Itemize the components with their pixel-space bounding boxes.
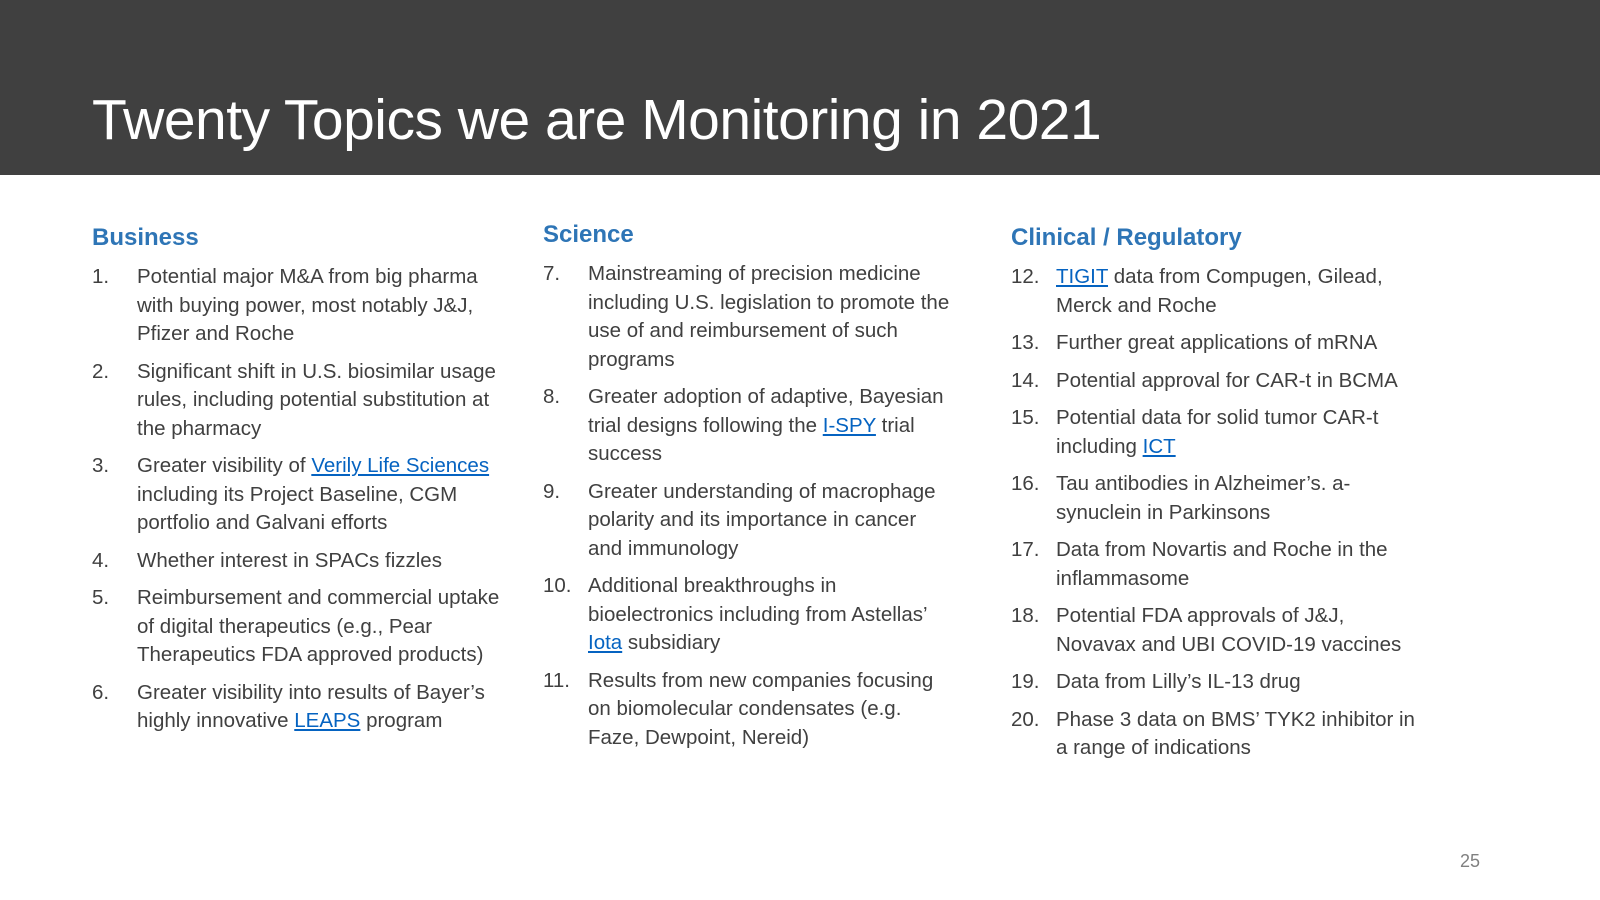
topic-text: [1056, 706, 1426, 763]
topic-text: [137, 679, 507, 736]
topic-text: [1056, 404, 1426, 461]
topic-link[interactable]: TIGIT: [1056, 265, 1109, 288]
topic-item: [543, 667, 963, 753]
topic-item: [92, 263, 512, 349]
topic-item: [1011, 602, 1431, 659]
topic-text-segment: program: [360, 709, 443, 732]
topic-text-segment: Potential major M&A from big pharma with buying power, most notably J&J, Pfizer and Roche: [137, 265, 478, 345]
topic-text: [1056, 602, 1426, 659]
topic-item: [1011, 367, 1431, 396]
science-topic-list: [543, 260, 963, 752]
topic-number: 18.: [1011, 604, 1040, 627]
topic-number: 14.: [1011, 368, 1040, 392]
topic-text-segment: Data from Lilly’s IL-13 drug: [1056, 670, 1301, 693]
topic-text-segment: subsidiary: [622, 631, 721, 654]
topic-text: [137, 263, 507, 349]
topic-item: [543, 260, 963, 374]
topic-item: [92, 452, 512, 538]
topic-text-segment: Potential approval for CAR-t in BCMA: [1056, 368, 1398, 392]
topic-number: 13.: [1011, 331, 1040, 354]
page-number: 25: [1459, 851, 1480, 871]
topic-text-segment: trial success: [588, 413, 915, 465]
topic-text: [137, 547, 507, 576]
topic-text: [588, 572, 953, 658]
topic-text: [1056, 263, 1426, 320]
topic-number: 6.: [92, 680, 110, 704]
topic-text-segment: Whether interest in SPACs fizzles: [137, 548, 442, 572]
topic-text: [137, 358, 507, 444]
topic-text: [1056, 536, 1426, 593]
topic-number: 5.: [92, 586, 110, 609]
topic-text: [137, 584, 507, 670]
business-heading: Business: [92, 224, 199, 251]
topic-text: [588, 383, 953, 469]
topic-number: 1.: [92, 265, 110, 288]
topic-text-segment: including its Project Baseline, CGM portfolio and Galvani efforts: [137, 482, 458, 534]
title-bar: [0, 0, 1600, 175]
topic-number: 20.: [1011, 707, 1040, 731]
topic-text-segment: data from Compugen, Gilead, Merck and Roche: [1056, 265, 1383, 317]
topic-number: 8.: [543, 385, 561, 408]
topic-text-segment: Greater visibility of: [137, 454, 312, 477]
topic-item: [1011, 329, 1431, 358]
topic-item: [543, 478, 963, 564]
topic-text-segment: Significant shift in U.S. biosimilar usage rules, including potential substitution at the pharmacy: [137, 359, 496, 440]
topic-item: [1011, 536, 1431, 593]
topic-item: [1011, 706, 1431, 763]
topic-text-segment: Reimbursement and commercial uptake of digital therapeutics (e.g., Pear Therapeutics FDA approved products): [137, 586, 500, 666]
topic-number: 12.: [1011, 265, 1040, 288]
topic-link[interactable]: Verily Life Sciences: [311, 454, 490, 477]
topic-link[interactable]: LEAPS: [294, 709, 361, 732]
topic-text-segment: Results from new companies focusing on biomolecular condensates (e.g. Faze, Dewpoint, Nereid): [588, 668, 934, 749]
topic-number: 16.: [1011, 472, 1040, 495]
science-column: [543, 219, 963, 761]
topic-text-segment: Data from Novartis and Roche in the inflammasome: [1056, 538, 1388, 590]
clinical-regulatory-column: [1011, 222, 1431, 772]
clinical-regulatory-topic-list: [1011, 263, 1431, 763]
topic-link[interactable]: ICT: [1142, 434, 1176, 458]
topic-number: 17.: [1011, 538, 1040, 561]
topic-item: [92, 358, 512, 444]
topic-item: [1011, 668, 1431, 697]
topic-text-segment: Additional breakthroughs in bioelectronics including from Astellas’: [588, 574, 927, 626]
topic-text-segment: Greater understanding of macrophage polarity and its importance in cancer and immunology: [588, 479, 936, 560]
topic-text: [1056, 367, 1426, 396]
topic-number: 19.: [1011, 670, 1040, 693]
topic-text-segment: Further great applications of mRNA: [1056, 331, 1378, 354]
topic-number: 4.: [92, 548, 110, 572]
topic-number: 10.: [543, 574, 572, 597]
business-column: [92, 222, 512, 745]
topic-text-segment: Greater visibility into results of Bayer’s highly innovative: [137, 680, 485, 732]
topic-item: [1011, 470, 1431, 527]
topic-number: 15.: [1011, 406, 1040, 429]
topic-link[interactable]: Iota: [588, 631, 623, 654]
topic-text-segment: Greater adoption of adaptive, Bayesian trial designs following the: [588, 385, 944, 437]
topic-item: [92, 679, 512, 736]
slide-title: Twenty Topics we are Monitoring in 2021: [92, 88, 1102, 152]
topic-number: 9.: [543, 479, 561, 503]
topic-item: [1011, 404, 1431, 461]
topic-text-segment: Tau antibodies in Alzheimer’s. a-synuclein in Parkinsons: [1056, 472, 1351, 524]
topic-text: [588, 260, 953, 374]
topic-item: [92, 547, 512, 576]
topic-text-segment: Mainstreaming of precision medicine including U.S. legislation to promote the use of and reimbursement of such programs: [588, 262, 950, 371]
topic-number: 11.: [543, 668, 570, 692]
topic-number: 7.: [543, 262, 561, 285]
topic-item: [543, 572, 963, 658]
topic-item: [1011, 263, 1431, 320]
topic-text-segment: Phase 3 data on BMS’ TYK2 inhibitor in a range of indications: [1056, 707, 1415, 759]
topic-text: [588, 667, 953, 753]
clinical-regulatory-heading: Clinical / Regulatory: [1011, 224, 1242, 251]
topic-text: [1056, 329, 1426, 358]
topic-text: [1056, 668, 1426, 697]
business-topic-list: [92, 263, 512, 736]
topic-link[interactable]: I-SPY: [822, 413, 876, 437]
topic-item: [543, 383, 963, 469]
topic-text: [588, 478, 953, 564]
topic-item: [92, 584, 512, 670]
topic-number: 3.: [92, 454, 110, 477]
topic-text: [1056, 470, 1426, 527]
topic-text-segment: Potential data for solid tumor CAR-t including: [1056, 406, 1379, 458]
science-heading: Science: [543, 221, 634, 248]
topic-number: 2.: [92, 359, 110, 383]
topic-text-segment: Potential FDA approvals of J&J, Novavax and UBI COVID-19 vaccines: [1056, 604, 1402, 656]
topic-text: [137, 452, 507, 538]
